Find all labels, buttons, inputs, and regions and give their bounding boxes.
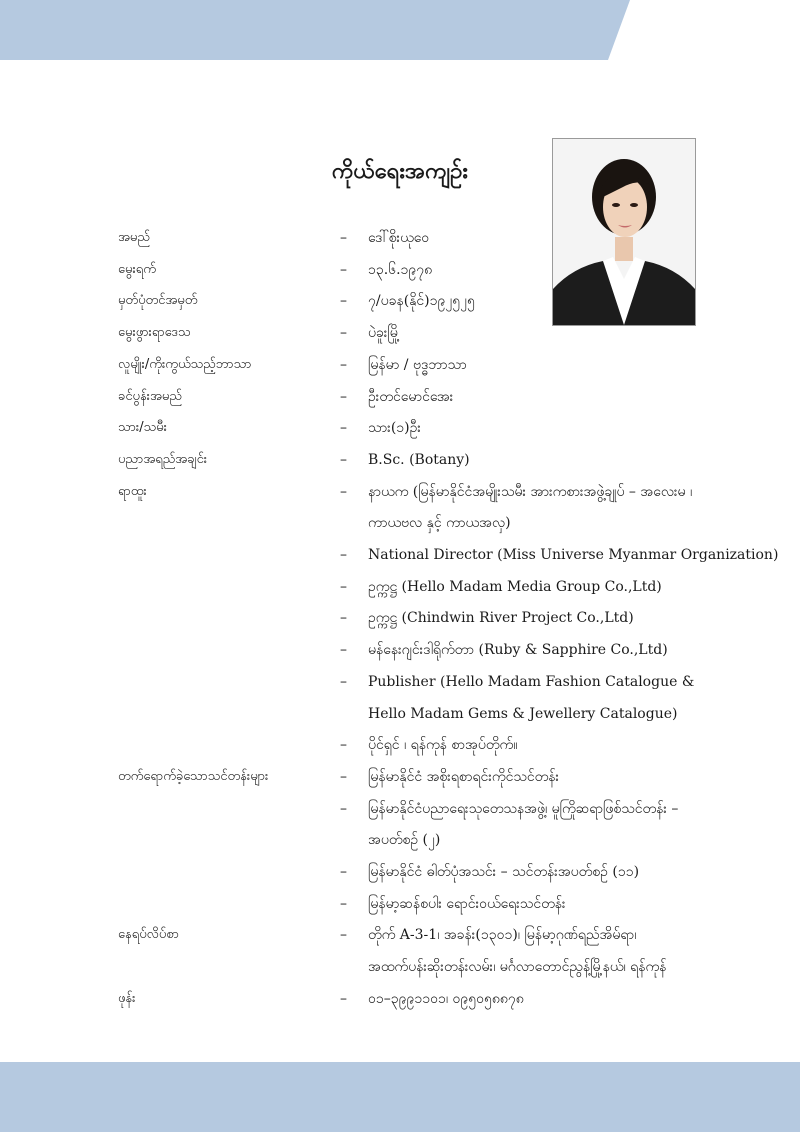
row-dash: – <box>340 864 347 880</box>
row-label: ဖုန်း <box>118 991 136 1006</box>
row-dash: – <box>340 737 347 753</box>
row-dash: – <box>340 484 347 500</box>
row-value: ကာယဗလ နှင့် ကာယအလှ) <box>368 515 511 531</box>
row-dash: – <box>340 769 347 785</box>
row-value: နာယက (မြန်မာနိုင်ငံအမျိုးသမီး အားကစားအဖွဲ့ချုပ် – အလေးမ ၊ <box>368 484 693 500</box>
row-value: မြန်မာ / ဗုဒ္ဓဘာသာ <box>368 357 467 373</box>
row-value: ဦးတင်မောင်အေး <box>368 389 454 405</box>
row-dash: – <box>340 927 347 943</box>
row-value: National Director (Miss Universe Myanmar Organization) <box>368 547 779 563</box>
row-dash: – <box>340 293 347 309</box>
row-value: Hello Madam Gems & Jewellery Catalogue) <box>368 706 678 722</box>
row-dash: – <box>340 357 347 373</box>
row-value: B.Sc. (Botany) <box>368 452 470 468</box>
row-dash: – <box>340 547 347 563</box>
row-value: Publisher (Hello Madam Fashion Catalogue & <box>368 674 695 690</box>
row-label: မွေးရက် <box>118 262 156 277</box>
row-dash: – <box>340 420 347 436</box>
row-dash: – <box>340 452 347 468</box>
row-value: တိုက် A-3-1၊ အခန်း(၁၃၀၁)၊ မြန်မာ့ဂုဏ်ရည်အိမ်ရာ၊ <box>368 927 637 943</box>
row-value: မြန်မာ့ဆန်စပါး ရောင်းဝယ်ရေးသင်တန်း <box>368 896 566 912</box>
row-label: ရာထူး <box>118 484 147 499</box>
row-value: ဥက္ကဋ္ဌ (Chindwin River Project Co.,Ltd) <box>368 610 634 626</box>
page-title: ကိုယ်ရေးအကျဉ်း <box>331 159 469 184</box>
row-dash: – <box>340 801 347 817</box>
row-dash: – <box>340 262 347 278</box>
row-label: မွေးဖွားရာဒေသ <box>118 325 191 340</box>
row-value: ၀၁–၃၉၉၁၁၀၁၊ ၀၉၅၀၅၈၈၇၈ <box>368 991 524 1007</box>
row-dash: – <box>340 896 347 912</box>
row-value: ဒေါ်စိုးယုဝေ <box>368 230 430 246</box>
row-dash: – <box>340 991 347 1007</box>
row-label: လူမျိုး/ကိုးကွယ်သည့်ဘာသာ <box>118 357 252 372</box>
row-value: ပဲခူးမြို့ <box>368 325 400 341</box>
row-value: အထက်ပန်းဆိုးတန်းလမ်း၊ မင်္ဂလာတောင်ညွန့်မြို့နယ်၊ ရန်ကုန် <box>368 959 667 975</box>
row-dash: – <box>340 230 347 246</box>
row-value: မန်နေးဂျင်းဒါရိုက်တာ (Ruby & Sapphire Co.,Ltd) <box>368 642 668 658</box>
portrait-photo <box>552 138 696 326</box>
row-label: သား/သမီး <box>118 420 167 435</box>
row-value: ပိုင်ရှင် ၊ ရန်ကုန် စာအုပ်တိုက်။ <box>368 737 518 753</box>
row-dash: – <box>340 610 347 626</box>
row-label: ပညာအရည်အချင်း <box>118 452 208 467</box>
row-value: မြန်မာနိုင်ငံ အစိုးရစာရင်းကိုင်သင်တန်း <box>368 769 560 785</box>
row-label: မှတ်ပုံတင်အမှတ် <box>118 293 198 308</box>
row-label: အမည် <box>118 230 150 245</box>
row-label: နေရပ်လိပ်စာ <box>118 927 179 942</box>
row-value: အပတ်စဉ် (၂) <box>368 832 441 848</box>
row-value: ဥက္ကဋ္ဌ (Hello Madam Media Group Co.,Ltd) <box>368 579 662 595</box>
row-value: မြန်မာနိုင်ငံ ဓါတ်ပုံအသင်း – သင်တန်းအပတ်စဉ် (၁၁) <box>368 864 640 880</box>
row-dash: – <box>340 389 347 405</box>
row-value: သား(၁)ဦး <box>368 420 421 436</box>
top-decorative-band <box>0 0 800 60</box>
row-dash: – <box>340 674 347 690</box>
row-value: ၇/ပခန(နိုင်)၁၉၂၅၂၅ <box>368 293 475 309</box>
person-portrait-icon <box>553 139 695 325</box>
row-label: ခင်ပွန်းအမည် <box>118 389 182 404</box>
row-label: တက်ရောက်ခဲ့သောသင်တန်းများ <box>118 769 269 784</box>
bottom-decorative-band <box>0 1062 800 1132</box>
row-dash: – <box>340 325 347 341</box>
row-dash: – <box>340 579 347 595</box>
row-dash: – <box>340 642 347 658</box>
row-value: ၁၃.၆.၁၉၇၈ <box>368 262 433 278</box>
row-value: မြန်မာနိုင်ငံပညာရေးသုတေသနအဖွဲ့၊ မူကြိုဆရာဖြစ်သင်တန်း – <box>368 801 679 817</box>
